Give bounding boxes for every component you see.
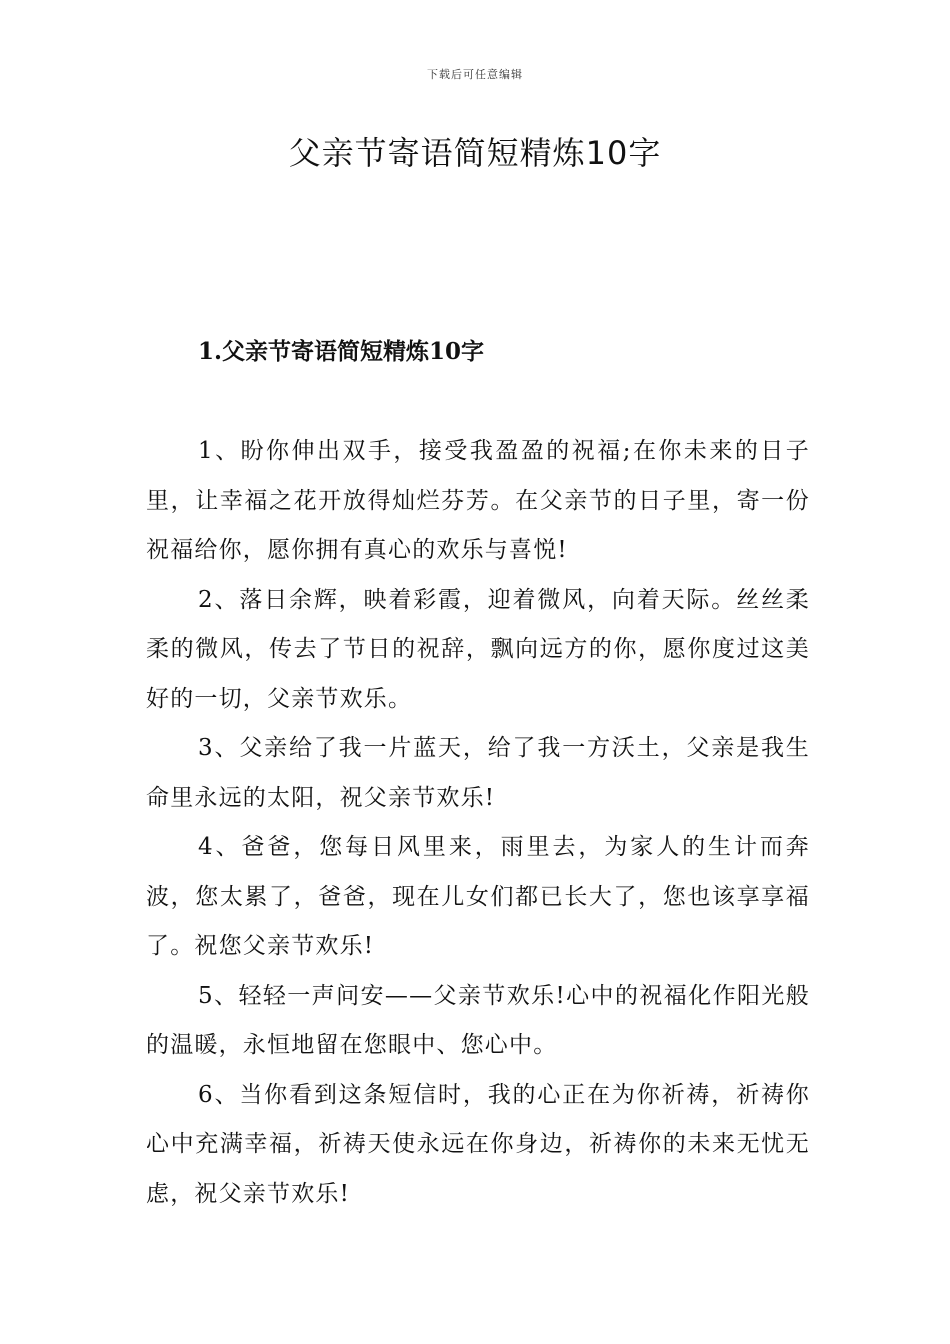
header-note: 下载后可任意编辑 [427,68,523,81]
paragraph-1: 1、盼你伸出双手，接受我盈盈的祝福;在你未来的日子里，让幸福之花开放得灿烂芬芳。在父亲节的日子里，寄一份祝福给你，愿你拥有真心的欢乐与喜悦! [146,438,810,563]
paragraph-4: 4、爸爸，您每日风里来，雨里去，为家人的生计而奔波，您太累了，爸爸，现在儿女们都已长大了，您也该享享福了。祝您父亲节欢乐! [146,834,810,959]
paragraph-2: 2、落日余辉，映着彩霞，迎着微风，向着天际。丝丝柔柔的微风，传去了节日的祝辞，飘向远方的你，愿你度过这美好的一切，父亲节欢乐。 [146,586,810,712]
document-title: 父亲节寄语简短精炼10字 [288,134,662,172]
paragraph-3: 3、父亲给了我一片蓝天，给了我一方沃土，父亲是我生命里永远的太阳，祝父亲节欢乐! [146,735,810,811]
paragraph-5: 5、轻轻一声问安——父亲节欢乐!心中的祝福化作阳光般的温暖，永恒地留在您眼中、您心中。 [146,982,810,1058]
paragraph-6: 6、当你看到这条短信时，我的心正在为你祈祷，祈祷你心中充满幸福，祈祷天使永远在你身边，祈祷你的未来无忧无虑，祝父亲节欢乐! [146,1081,810,1207]
body-text [146,427,810,1219]
section-heading: 1.父亲节寄语简短精炼10字 [198,338,485,365]
